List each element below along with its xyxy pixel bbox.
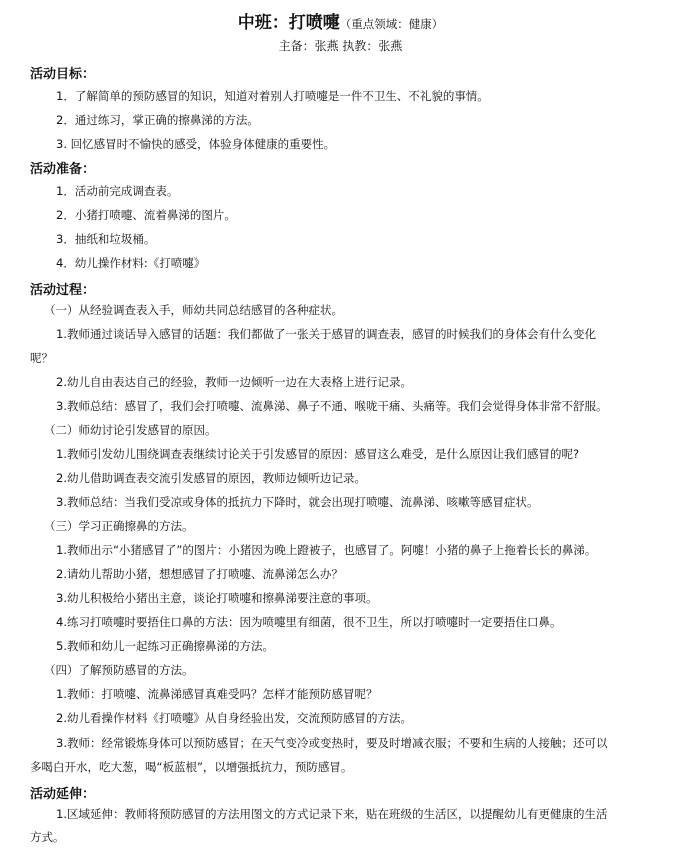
extension-line: 方式。 — [30, 830, 65, 844]
page-title: 中班：打喷嚏 — [237, 13, 340, 33]
process-line: 3.教师总结：感冒了，我们会打喷嚏、流鼻涕、鼻子不通、喉咙干痛、头痛等。我们会觉得身体非常不舒服。 — [56, 399, 608, 413]
prep-item: 4．幼儿操作材料:《打喷嚏》 — [56, 256, 206, 270]
process-line: 2.幼儿借助调查表交流引发感冒的原因，教师边倾听边记录。 — [56, 471, 366, 485]
process-line: 3.教师：经常锻炼身体可以预防感冒；在天气变冷或变热时，要及时增减衣服；不要和生病的人接触；还可以 — [56, 736, 608, 750]
process-line: 3.幼儿积极给小猪出主意，谈论打喷嚏和擦鼻涕要注意的事项。 — [56, 591, 378, 605]
process-subheading: （四）了解预防感冒的方法。 — [44, 663, 194, 677]
process-line: 4.练习打喷嚏时要捂住口鼻的方法：因为喷嚏里有细菌，很不卫生，所以打喷嚏时一定要捂住口鼻。 — [56, 615, 562, 629]
section-heading-process: 活动过程： — [30, 283, 96, 298]
page-subtitle: （重点领域：健康） — [339, 17, 444, 31]
section-heading-prep: 活动准备： — [30, 162, 96, 177]
process-line: 1.教师：打喷嚏、流鼻涕感冒真难受吗？怎样才能预防感冒呢？ — [56, 687, 378, 701]
section-heading-extension: 活动延伸： — [30, 787, 96, 802]
process-line: 1.教师引发幼儿围绕调查表继续讨论关于引发感冒的原因：感冒这么难受，是什么原因让我们感冒的呢? — [56, 447, 580, 461]
process-subheading: （一）从经验调查表入手，师幼共同总结感冒的各种症状。 — [44, 303, 343, 317]
section-heading-goals: 活动目标： — [30, 67, 96, 82]
process-subheading: （三）学习正确擦鼻的方法。 — [44, 519, 194, 533]
process-subheading: （二）师幼讨论引发感冒的原因。 — [44, 423, 217, 437]
prep-item: 3．抽纸和垃圾桶。 — [56, 232, 156, 246]
process-line: 2.请幼儿帮助小猪，想想感冒了打喷嚏、流鼻涕怎么办？ — [56, 567, 343, 581]
title-line — [0, 8, 681, 32]
authors-line: 主备：张燕 执教：张燕 — [278, 39, 403, 53]
process-line: 3.教师总结：当我们受凉或身体的抵抗力下降时，就会出现打喷嚏、流鼻涕、咳嗽等感冒症状。 — [56, 495, 539, 509]
goal-item: 3. 回忆感冒时不愉快的感受，体验身体健康的重要性。 — [56, 137, 336, 151]
process-line: 呢？ — [30, 351, 53, 365]
prep-item: 2．小猪打喷嚏、流着鼻涕的图片。 — [56, 208, 236, 222]
process-line: 1.教师通过谈话导入感冒的话题：我们都做了一张关于感冒的调查表，感冒的时候我们的身体会有什么变化 — [56, 327, 596, 341]
process-line: 多喝白开水，吃大葱，喝“板蓝根”，以增强抵抗力，预防感冒。 — [30, 760, 353, 774]
process-line: 1.教师出示“小猪感冒了”的图片：小猪因为晚上蹬被子，也感冒了。阿嚏！小猪的鼻子上拖着长长的鼻涕。 — [56, 543, 597, 557]
extension-line: 1.区域延伸：教师将预防感冒的方法用图文的方式记录下来，贴在班级的生活区，以提醒幼儿有更健康的生活 — [56, 807, 608, 821]
process-line: 5.教师和幼儿一起练习正确擦鼻涕的方法。 — [56, 639, 274, 653]
prep-item: 1．活动前完成调查表。 — [56, 184, 179, 198]
process-line: 2.幼儿看操作材料《打喷嚏》从自身经验出发，交流预防感冒的方法。 — [56, 711, 412, 725]
goal-item: 1．了解简单的预防感冒的知识，知道对着别人打喷嚏是一件不卫生、不礼貌的事情。 — [56, 89, 489, 103]
goal-item: 2．通过练习，掌正确的擦鼻涕的方法。 — [56, 113, 259, 127]
process-line: 2.幼儿自由表达自己的经验，教师一边倾听一边在大表格上进行记录。 — [56, 375, 412, 389]
